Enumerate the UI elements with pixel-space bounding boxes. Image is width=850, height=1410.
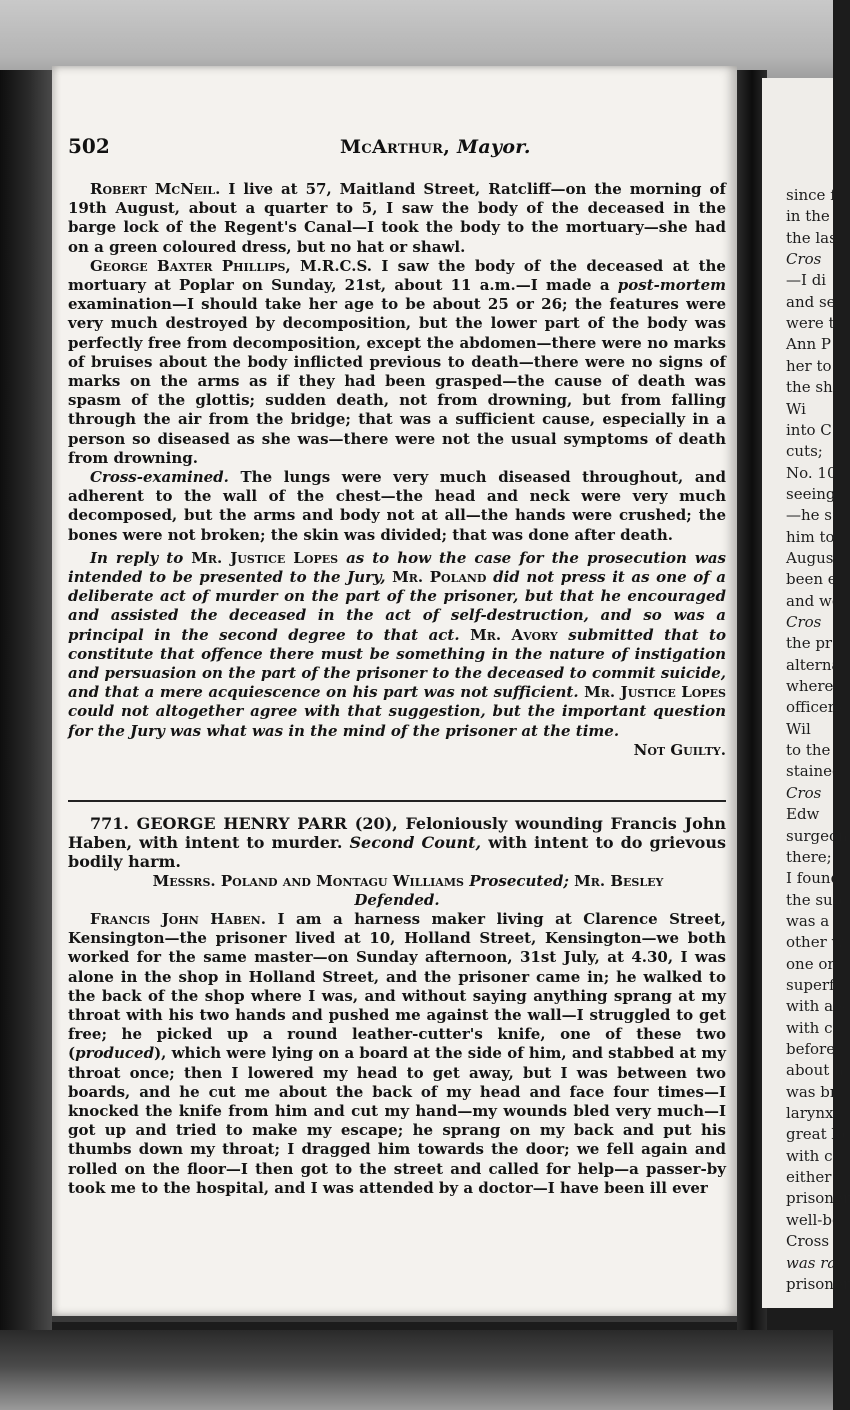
facing-page-line: cuts; (786, 442, 823, 461)
facing-page-fragment (762, 78, 850, 1308)
facing-page-line: the sub (786, 890, 843, 909)
facing-page-line: to the (786, 741, 831, 760)
note-text: In reply to (90, 548, 184, 567)
facing-page-line: stained (786, 762, 842, 781)
second-count-text: with intent to do grievous bodily harm. (68, 833, 726, 872)
book-left-edge (0, 70, 52, 1340)
paragraph-phillips (68, 257, 726, 468)
facing-page-line: alterna (786, 655, 841, 674)
prosecution-counsel: Messrs. Poland and Montagu Williams (152, 871, 464, 890)
facing-page-line: Wil (786, 719, 811, 738)
counsel-name: Mr. Avory (470, 625, 558, 644)
facing-page-line: Cros (786, 250, 822, 269)
facing-page-line: was br (786, 1082, 838, 1101)
facing-page-line: and wo (786, 591, 841, 610)
facing-page-line: well-be (786, 1210, 841, 1229)
facing-page-line: was rat (786, 1253, 843, 1272)
testimony-italic: post-mortem (617, 276, 726, 295)
case-two-body (68, 814, 726, 1198)
facing-page-line: superfi (786, 975, 840, 994)
facing-page-line: —he s (786, 506, 833, 525)
facing-page-line: the pr (786, 634, 833, 653)
case-title: 771. GEORGE HENRY PARR (20), Feloniously wounding Francis John Haben, with intent to murder. (68, 814, 726, 853)
note-text: as to how the case for the prosecution was intended to be presented to the Jury, (68, 548, 726, 587)
page-number: 502 (68, 134, 110, 158)
facing-page-line: great lo (786, 1125, 846, 1144)
facing-page-line: Cros (786, 613, 822, 631)
facing-page-line: into C (786, 420, 832, 439)
second-count-label: Second Count, (349, 833, 482, 853)
facing-page-line: the sh (786, 378, 833, 397)
witness-name: Francis John Haben. (90, 910, 266, 929)
facing-page-line: either c (786, 1168, 845, 1187)
counsel-name: Mr. Poland (392, 568, 487, 587)
facing-page-line: about h (786, 1061, 844, 1080)
facing-page-line: with co (786, 1018, 842, 1037)
facing-page-line: other w (786, 933, 845, 952)
defence-counsel: Mr. Besley (574, 871, 664, 890)
facing-page-line: the las (786, 228, 837, 247)
facing-page-line: seeing (786, 484, 836, 503)
running-head-name: McArthur, (340, 136, 451, 158)
facing-page-line: and se (786, 292, 836, 311)
prosecuted-label: Prosecuted; (469, 871, 569, 890)
paragraph-judicial-note (68, 548, 727, 759)
facing-page-line: were t (786, 314, 835, 333)
witness-qualification: M.R.C.S. (300, 256, 372, 275)
facing-page-line: larynx (786, 1104, 834, 1123)
facing-page-line: officers (786, 698, 843, 717)
facing-page-line: Cross (786, 1232, 830, 1251)
facing-page-line: where (786, 677, 834, 696)
running-head-title: Mayor. (457, 136, 531, 158)
note-text: submitted that to constitute that offence there must be something in the nature of instigation and persuasion on the part of the prisoner to the deceased to commit suicide, and that a mere acquiescence on his part was not sufficient. (68, 625, 726, 702)
testimony-italic: produced (75, 1044, 155, 1063)
facing-page-line: with co (786, 1146, 842, 1165)
facing-page-line: one on (786, 954, 838, 973)
facing-page-line: —I di (786, 271, 827, 290)
paragraph-cross-examination (68, 468, 726, 545)
judge-name: Mr. Justice Lopes (584, 683, 726, 702)
judge-name: Mr. Justice Lopes (191, 548, 339, 567)
facing-page-line: Augus (786, 548, 834, 567)
testimony-text: examination—I should take her age to be about 25 or 26; the features were very much destroyed by decomposition, but the lower part of the body was perfectly free from decomposition, except the abdomen—there were no marks of bruises about the body inflicted previous to death—there were no signs of marks on the arms as if they had been grasped—the cause of death was spasm of the glottis; sudden death, not from drowning, but from falling through the air from the bridge; that was a sufficient cause, especially in a person so diseased as she was—there were not the usual symptoms of death from drowning. (68, 295, 726, 467)
section-divider (68, 800, 726, 802)
case-heading (68, 814, 726, 872)
testimony-text: I saw the body of the deceased at the mortuary at Poplar on Sunday, 21st, about 11 a.m.—I made a (68, 256, 726, 295)
scan-bottom-margin (0, 1330, 833, 1410)
witness-name: Robert McNeil. (90, 180, 221, 198)
facing-page-line: Ann P (786, 335, 832, 354)
cross-examined-label: Cross-examined. (90, 468, 229, 487)
testimony-text: I am a harness maker living at Clarence Street, Kensington—the prisoner lived at 10, Holland Street, Kensington—we both worked for the same master—on Sunday afternoon, 31st July, at 4.30, I was alone in the shop in Holland Street, and the prisoner came in; he walked to the back of the shop where I was, and without saying anything sprang at my throat with his two hands and pushed me against the wall—I struggled to get free; he picked up a round leather-cutter's knife, one of these two ( (68, 910, 726, 1063)
facing-page-line: with a s (786, 997, 846, 1016)
facing-page-line: Cros (786, 783, 822, 802)
paragraph-mcneil (68, 180, 726, 257)
facing-page-line: prisoner (786, 1274, 850, 1293)
facing-page-line: her to (786, 356, 832, 375)
witness-name: George Baxter Phillips, (90, 256, 291, 275)
testimony-text: The lungs were very much diseased throughout, and adherent to the wall of the chest—the head and neck were very much decomposed, but the arms and body not at all—the hands were crushed; the bones were not broken; the skin was divided; that was done after death. (68, 468, 726, 544)
counsel-line (68, 872, 726, 910)
paragraph-haben (68, 910, 726, 1198)
facing-page-line: Edw (786, 805, 820, 824)
case-one-body (68, 180, 726, 760)
facing-page-line: in the (786, 207, 830, 226)
facing-page-line: No. 10 (786, 463, 837, 482)
verdict: Not Guilty. (633, 740, 726, 759)
facing-page-line: since f (786, 186, 836, 204)
testimony-text: ), which were lying on a board at the side of him, and stabbed at my throat once; then I lowered my head to get away, but I was between two boards, and he cut me about the back of my head and face four times—I knocked the knife from him and cut my hand—my wounds bled very much—I got up and tried to make my escape; he sprang on my back and put his thumbs down my throat; I dragged him towards the door; we fell again and rolled on the floor—I then got to the street and called for help—a passer-by took me to the hospital, and I was attended by a doctor—I have been ill ever (68, 1044, 726, 1197)
facing-page-line: I found (786, 869, 841, 888)
defended-label: Defended. (354, 890, 440, 909)
testimony-text: I live at 57, Maitland Street, Ratcliff—on the morning of 19th August, about a quarter to 5, I saw the body of the deceased in the barge lock of the Regent's Canal—I took the body to the mortuary—she had on a green coloured dress, but no hat or shawl. (68, 180, 726, 256)
facing-page-line: been e (786, 570, 837, 589)
facing-page-line: was a v (786, 911, 843, 930)
facing-page-line: surgeon (786, 826, 848, 845)
note-text: could not altogether agree with that suggestion, but the important question for the Jury was what was in the mind of the prisoner at the time. (68, 702, 726, 740)
running-head (340, 136, 531, 158)
facing-page-line: Wi (786, 399, 806, 418)
facing-page-line: before (786, 1040, 836, 1058)
note-text: did not press it as one of a deliberate act of murder on the part of the prisoner, but that he encouraged and assisted the deceased in the act of self-destruction, and so was a principal in the second degree to that act. (68, 568, 727, 644)
facing-page-line: him to (786, 527, 835, 546)
facing-page-line: there; (786, 847, 832, 866)
facing-page-line: prisoner (786, 1189, 850, 1208)
